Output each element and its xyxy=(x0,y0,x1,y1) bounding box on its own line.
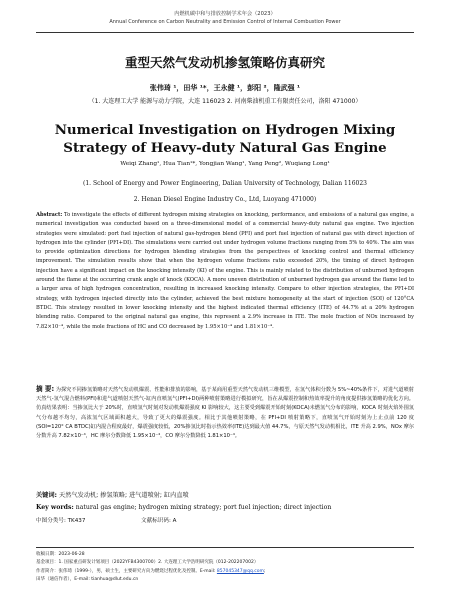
keywords-cn-label: 关键词: xyxy=(36,492,58,499)
conference-name-en: Annual Conference on Carbon Neutrality and Emission Control of Internal Combustion Power xyxy=(109,19,341,25)
doc-code-value: A xyxy=(172,518,177,524)
keywords-cn xyxy=(36,491,414,501)
author-list-en: Weiqi Zhang¹, Hua Tian¹*, Yongjian Wang¹, Yang Peng², Wuqiang Long¹ xyxy=(120,161,330,167)
footnotes xyxy=(36,551,414,585)
footnote-author-text: 作者简介：张伟琦（1999-），男，硕士生，主要研究方向为燃烧过程优化及控制。E-mail: xyxy=(36,568,216,574)
clc-value: TK437 xyxy=(67,518,86,524)
abstract-cn-text: 为探究不同掺氢策略对天然气发动机爆震、性能和排放的影响，基于某商用重型天然气发动机三维模型，在氢气体积分数为 5%~40%条件下，对进气道喷射天然气-氢气混合燃料(PFI)和进气道喷射天然气-缸内直喷氢气(PFI+DI)两种喷射策略进行模拟研究，旨在从爆震控制和热效率提升的角度提供掺氢策略的优化方向。仿真结果表明：当掺氢比大于 20%时，直喷氢气时刻对发动机爆震强度 KI 影响较大，这主要受到爆震开始时刻(KOCA)未燃氢气分布的影响，KOCA 时刻火焰外围氢气分布越不均匀，高浓氢气区域面积越大，导致了更大的爆震强度。相比于其他喷射策略，在 PFI+DI 喷射策略下，直喷氢气开始时刻为上止点前 120 度(SOI=120° CA BTDC)缸内混合程度最好，爆震强度较低，20%掺氢比时指示热效率(ITE)达到最大值 44.7%，与原天然气发动机相比，ITE 升高 2.9%，NOx 摩尔分数升高 7.82×10⁻⁴，HC 摩尔分数降低 1.95×10⁻⁴，CO 摩尔分数降低 1.81×10⁻⁴。 xyxy=(36,387,414,440)
footnote-fund: 基金项目：1. 国家重点研发计划项目（2022YFB4300700）2. 大连理工大学浩明研究院（012-202207002） xyxy=(36,560,259,566)
paper-title-en: Numerical Investigation on Hydrogen Mixing Strategy of Heavy-duty Natural Gas Engine xyxy=(54,122,396,156)
header-divider xyxy=(36,32,414,33)
abstract-cn xyxy=(36,385,414,441)
footnote-author-end: ; xyxy=(263,568,266,574)
author-email-link[interactable]: 857045347@qq.com xyxy=(216,568,264,574)
footnote-received: 收稿日期：2023-06-28 xyxy=(36,552,85,557)
keywords-en xyxy=(36,503,414,513)
abstract-en-label: Abstract: xyxy=(36,212,63,218)
affiliations-en xyxy=(0,176,450,208)
clc-label: 中图分类号: xyxy=(36,518,66,524)
conference-name-cn: 内燃机碳中和与排放控制学术年会（2023） xyxy=(174,11,276,17)
abstract-en xyxy=(36,211,414,332)
affiliation-en-1: (1. School of Energy and Power Engineering, Dalian University of Technology, Dalian 116023 xyxy=(83,180,367,187)
doc-code-label: 文献标识码: xyxy=(140,518,171,524)
footnote-corresponding: 田华（通信作者），E-mail: tianhua@dlut.edu.cn xyxy=(36,577,139,583)
footnote-author xyxy=(36,568,414,576)
abstract-cn-label: 摘 要: xyxy=(36,385,55,393)
classification-line xyxy=(36,517,414,526)
conference-header xyxy=(0,10,450,26)
keywords-en-text: natural gas engine; hydrogen mixing strategy; port fuel injection; direct injection xyxy=(75,504,332,511)
affiliation-en-2: 2. Henan Diesel Engine Industry Co., Ltd, Luoyang 471000) xyxy=(133,196,317,203)
affiliations-cn: （1. 大连理工大学 能源与动力学院，大连 116023 2. 河南柴油机重工有限责任公司，洛阳 471000） xyxy=(88,98,362,105)
abstract-en-text: To investigate the effects of different hydrogen mixing strategies on knocking, performance, and emissions of a natural gas engine, a numerical investigation was conducted based on a three-dimensional model of a commercial heavy-duty natural gas engine. Two injection strategies were simulated: port fuel injection of natural gas-hydrogen blend (PFI) and port fuel injection of natural gas with direct injection of hydrogen into the cylinder (PFI+DI). The simulations were carried out under hydrogen volume fractions ranging from 5% to 40%. The aim was to provide optimization directions for hydrogen blending strategies from the perspectives of knocking control and thermal efficiency improvement. The simulation results show that when the hydrogen volume fractions ratio exceeded 20%, the timing of direct hydrogen injection have a significant impact on the knocking intensity (KI) of the engine. This is mainly related to the distribution of unburned hydrogen around the flame at the occurring crank angle of knock (KOCA). A more uneven distribution of unburned hydrogen gas around the flame led to a larger area of high hydrogen concentration, resulting in increased knocking intensity. Compare to other injection strategies, the PFI+DI strategy, with hydrogen injected directly into the cylinder, achieved the best mixture homogeneity at the start of injection (SOI) of 120°CA BTDC. This strategy resulted in lower knocking intensity and the highest indicated thermal efficiency (ITE) of 44.7% at a 20% hydrogen blending ratio. Compared to the original natural gas engine, this represent a 2.9% increase in ITE. The mole fraction of NOx increased by 7.82×10⁻⁴, while the mole fractions of HC and CO decreased by 1.95×10⁻⁴ and 1.81×10⁻⁴. xyxy=(36,212,414,330)
keywords-en-label: Key words: xyxy=(36,504,74,511)
paper-title-cn: 重型天然气发动机掺氢策略仿真研究 xyxy=(124,55,325,70)
keywords-cn-text: 天然气发动机; 掺氢策略; 进气道喷射; 缸内直喷 xyxy=(59,492,189,499)
footnote-divider xyxy=(36,547,414,548)
author-list-cn: 张伟琦 ¹，田华 ¹*，王永健 ¹，彭阳 ²，隆武强 ¹ xyxy=(149,84,301,92)
